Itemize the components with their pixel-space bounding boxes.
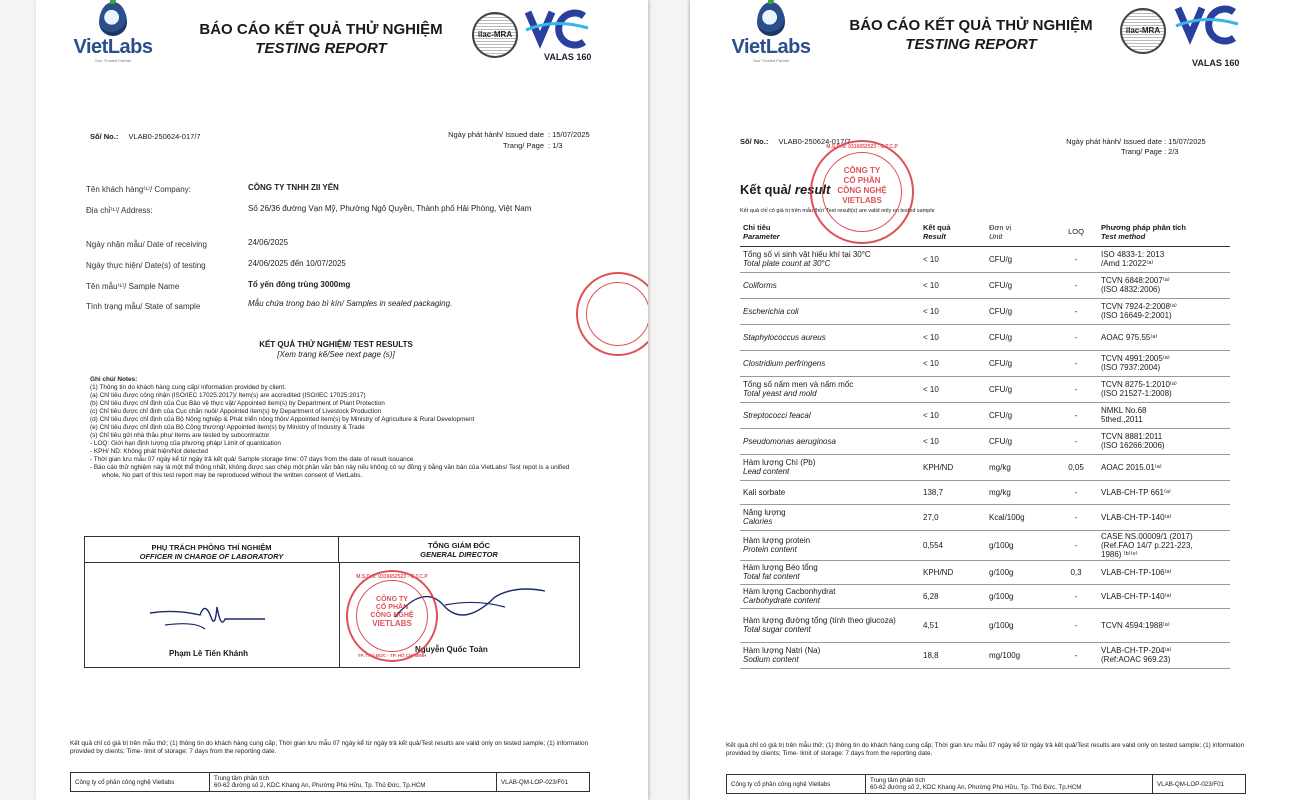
col-loq [1054,218,1098,246]
result-cell: 27,0 [920,504,986,530]
stamp-top-text: M.S.D.N: 0316652523 - C.T.C.P [356,574,428,580]
footer-table [70,772,590,792]
method-cell: TCVN 7924-2:2008⁽ᵃ⁾ (ISO 16649-2:2001) [1098,298,1230,324]
parameter-en: Pseudomonas aeruginosa [743,436,836,446]
sample-name-value: Tổ yến đông trùng 3000mg [248,280,351,289]
officer-heading [85,537,339,563]
sample-state-value: Mẫu chứa trong bao bì kín/ Samples in sealed packaging. [248,299,453,308]
parameter-vi: Hàm lượng đường tổng (tính theo glucoza) [743,616,896,625]
method-cell: AOAC 2015.01⁽ᵃ⁾ [1098,454,1230,480]
stamp-line: CÔNG NGHỆ [837,186,887,195]
col-header-en: Result [923,231,946,241]
notes-block [90,376,580,480]
test-results-heading [216,340,456,360]
signature-divider [339,563,340,667]
result-cell: < 10 [920,428,986,454]
signature-table [84,536,580,668]
sample-name-label: Tên mẫu⁽¹⁾/ Sample Name [86,282,180,291]
unit-cell: CFU/g [986,272,1054,298]
loq-cell: - [1054,428,1098,454]
parameter-vi: Hàm lượng Chì (Pb) [743,458,816,467]
receiving-date-label: Ngày nhận mẫu/ Date of receiving [86,240,207,249]
note-item: (a) Chỉ tiêu được công nhận (ISO/IEC 17025:2017)/ Item(s) are accredited (ISO/IEC 17025:2017) [90,392,366,399]
method-cell: VLAB-CH-TP-140⁽ᵃ⁾ [1098,504,1230,530]
unit-cell: CFU/g [986,350,1054,376]
result-validity-note: Kết quả chỉ có giá trị trên mẫu thử/ Test result(s) are valid only on tested sample [740,208,935,214]
brand-name: VietLabs [731,36,811,58]
loq-cell: - [1054,350,1098,376]
results-table [740,218,1230,669]
note-item: - Thời gian lưu mẫu 07 ngày kể từ ngày trả kết quả/ Sample storage time: 07 days from the date of result issuance [90,456,414,463]
unit-cell: CFU/g [986,298,1054,324]
footer-company: Công ty cổ phần công nghệ Vietlabs [727,775,866,794]
method-cell: VLAB-CH-TP-140⁽ᵃ⁾ [1098,584,1230,608]
result-cell: 18,8 [920,642,986,668]
parameter-en: Carbohydrate content [743,596,820,605]
unit-cell: CFU/g [986,246,1054,272]
result-row [740,504,1230,530]
parameter-en: Staphylococcus aureus [743,332,826,342]
method-cell: TCVN 4594:1988⁽ᵃ⁾ [1098,608,1230,642]
report-number-value: VLAB0-250624-017/7 [778,137,851,146]
footer-note: Kết quả chỉ có giá trị trên mẫu thử; (1) thông tin do khách hàng cung cấp; Thời gian lưu mẫu 07 ngày kể từ ngày trả kết quả/Test results are valid only on tested sample; (1) information provided by clients; Time- limit of storage: 7 days from the reporting date. [726,742,1245,757]
title-en: TESTING REPORT [905,36,1037,53]
stamp-line: CÔNG NGHỆ [370,612,414,619]
loq-cell: - [1054,324,1098,350]
result-row [740,560,1230,584]
result-cell: 6,28 [920,584,986,608]
page-value: : 1/3 [548,141,563,150]
result-row [740,324,1230,350]
method-cell: TCVN 8881:2011 (ISO 16266:2006) [1098,428,1230,454]
issued-date-value: : 15/07/2025 [548,130,590,139]
valas-code: VALAS 160 [1192,58,1240,68]
parameter-cell [740,608,920,642]
result-row [740,642,1230,668]
unit-cell: mg/kg [986,480,1054,504]
unit-cell: CFU/g [986,376,1054,402]
stamp-line: CÔNG TY [843,166,881,175]
stamp-center [348,596,436,628]
note-item: - KPH/ ND: Không phát hiện/Not detected [90,448,208,455]
note-item: (b) Chỉ tiêu được chỉ định của Cục Bảo vệ thực vật/ Appointed item(s) by Department of Plant Protection [90,400,385,407]
result-cell: 4,51 [920,608,986,642]
report-page-1 [36,0,648,800]
method-cell: ISO 4833-1: 2013 /Amd 1:2022⁽ᵃ⁾ [1098,246,1230,272]
method-cell: TCVN 8275-1:2010⁽ᵃ⁾ (ISO 21527-1:2008) [1098,376,1230,402]
unit-cell: CFU/g [986,324,1054,350]
sample-state-label: Tình trạng mẫu/ State of sample [86,302,201,311]
unit-cell: mg/100g [986,642,1054,668]
page-label: Trang/ Page [1121,147,1162,156]
col-header-en: Unit [989,231,1003,241]
parameter-vi: Năng lượng [743,508,786,517]
vietlabs-drop-icon [757,2,785,36]
report-number-value: VLAB0-250624-017/7 [128,132,201,141]
result-row [740,350,1230,376]
result-heading-vi: Kết quả/ [740,182,792,197]
loq-cell: - [1054,642,1098,668]
parameter-cell [740,530,920,560]
result-heading-en: result [794,182,831,197]
parameter-vi: Tổng số nấm men và nấm mốc [743,380,854,389]
parameter-cell [740,584,920,608]
report-title [836,16,1106,54]
note-item: (s) Chỉ tiêu gửi nhà thầu phụ/ Items are tested by subcontractor [90,432,270,439]
parameter-cell [740,560,920,584]
result-row [740,246,1230,272]
report-number-label: Số/ No.: [90,132,119,141]
method-cell: TCVN 6848:2007⁽ᵃ⁾ (ISO 4832:2006) [1098,272,1230,298]
footer-center [210,773,497,792]
loq-cell: 0,3 [1054,560,1098,584]
unit-cell: Kcal/100g [986,504,1054,530]
col-result [920,218,986,246]
parameter-en: Total sugar content [743,625,811,634]
ilac-mra-logo: ilac-MRA [1120,8,1166,54]
note-item: (d) Chỉ tiêu được chỉ định của Bộ Nông nghiệp & Phát triển nông thôn/ Appointed item(s) by Ministry of Agriculture & Rural Development [90,416,475,423]
parameter-vi: Kali sorbate [743,487,786,497]
parameter-en: Calories [743,517,773,526]
loq-cell: - [1054,402,1098,428]
parameter-vi: Tổng số vi sinh vật hiếu khí tại 30°C [743,250,871,259]
note-item: - Báo cáo thử nghiệm này là một thể thống nhất, không được sao chép một phần văn bản này nếu không có sự đồng ý bằng văn bản của VietLabs/ Test repot is a unified whole, No part of this test report may be reproduced without the written consent of VietLabs. [90,464,570,479]
loq-cell: - [1054,376,1098,402]
footer-address: 60-62 đường số 2, KDC Khang An, Phường Phú Hữu, Tp. Thủ Đức, Tp.HCM [870,784,1082,791]
issued-date-label: Ngày phát hành/ Issued date [448,130,544,139]
parameter-en: Escherichia coli [743,306,799,316]
parameter-cell [740,428,920,454]
loq-cell: - [1054,530,1098,560]
results-rows [740,246,1230,668]
unit-cell: g/100g [986,584,1054,608]
brand-tagline: Your Trusted Partner [752,58,790,63]
vietlabs-logo [726,0,816,70]
title-en: TESTING REPORT [255,40,387,57]
loq-cell: - [1054,480,1098,504]
officer-title-en: OFFICER IN CHARGE OF LABORATORY [139,552,284,561]
unit-cell: g/100g [986,530,1054,560]
method-cell: CASE NS.00009/1 (2017) (Ref.FAO 14/7 p.221-223, 1986) ⁽ᵇ⁾⁽ᵉ⁾ [1098,530,1230,560]
footer-table [726,774,1246,794]
issued-date-value: : 15/07/2025 [1164,137,1206,146]
parameter-en: Clostridium perfringens [743,358,826,368]
loq-cell: - [1054,298,1098,324]
vc-accreditation-logo [1174,4,1240,46]
loq-cell: 0,05 [1054,454,1098,480]
result-row [740,402,1230,428]
company-stamp [810,140,914,244]
method-cell: AOAC 975.55⁽ᵃ⁾ [1098,324,1230,350]
footer-center [866,775,1153,794]
testing-date-value: 24/06/2025 đến 10/07/2025 [248,259,346,268]
result-row [740,454,1230,480]
notes-title: Ghi chú/ Notes: [90,376,138,383]
stamp-line: VIETLABS [842,196,882,205]
address-label: Địa chỉ⁽¹⁾/ Address: [86,206,153,215]
parameter-vi: Hàm lượng protein [743,536,811,545]
report-number-label: Số/ No.: [740,137,769,146]
unit-cell: g/100g [986,608,1054,642]
report-title [186,20,456,58]
valas-code: VALAS 160 [544,52,592,62]
parameter-en: Total yeast and mold [743,389,817,398]
result-cell: < 10 [920,272,986,298]
result-row [740,530,1230,560]
loq-cell: - [1054,584,1098,608]
col-header-vi: Kết quả [923,222,951,232]
parameter-cell [740,480,920,504]
parameter-cell [740,504,920,530]
col-header-en: Test method [1101,231,1146,241]
parameter-cell [740,272,920,298]
parameter-cell [740,454,920,480]
parameter-en: Coliforms [743,280,777,290]
result-cell: < 10 [920,246,986,272]
parameter-en: Sodium content [743,655,799,664]
loq-cell: - [1054,608,1098,642]
testing-date-label: Ngày thực hiện/ Date(s) of testing [86,261,206,270]
method-cell: VLAB-CH-TP 661⁽ᵃ⁾ [1098,480,1230,504]
report-page-2 [690,0,1303,800]
parameter-en: Total plate count at 30°C [743,259,831,268]
note-item: (e) Chỉ tiêu được chỉ định của Bộ Công thương/ Appointed item(s) by Ministry of Industry & Trade [90,424,365,431]
stamp-line: VIETLABS [372,619,412,628]
test-results-subtitle: [Xem trang kế/See next page (s)] [277,350,395,359]
director-title-vi: TỔNG GIÁM ĐỐC [427,541,491,550]
parameter-cell [740,376,920,402]
footer-note: Kết quả chỉ có giá trị trên mẫu thử; (1) thông tin do khách hàng cung cấp; Thời gian lưu mẫu 07 ngày kể từ ngày trả kết quả/Test results are valid only on tested sample; (1) information provided by clients; Time- limit of storage: 7 days from the reporting date. [70,740,589,755]
parameter-cell [740,402,920,428]
footer-center-name: Trung tâm phân tích [870,777,926,784]
unit-cell: CFU/g [986,402,1054,428]
result-row [740,584,1230,608]
stamp-bottom-text: TP. THỦ ĐỨC - TP. HỒ CHÍ MINH [357,653,427,658]
company-stamp [346,570,438,662]
director-name: Nguyễn Quốc Toàn [415,645,488,654]
stamp-top-text: M.S.D.N: 0316652523 - C.T.C.P [826,144,898,150]
unit-cell: mg/kg [986,454,1054,480]
result-cell: KPH/ND [920,560,986,584]
method-cell: VLAB-CH-TP-106⁽ᵃ⁾ [1098,560,1230,584]
result-cell: < 10 [920,324,986,350]
result-row [740,376,1230,402]
stamp-center [812,166,912,206]
result-row [740,608,1230,642]
parameter-cell [740,246,920,272]
result-row [740,428,1230,454]
parameter-en: Lead content [743,467,790,476]
vietlabs-logo [68,0,158,70]
col-header-en: Parameter [743,231,780,241]
director-heading [339,537,579,563]
col-unit [986,218,1054,246]
result-row [740,272,1230,298]
vc-accreditation-logo [524,8,590,50]
col-header-vi: LOQ [1068,227,1084,237]
footer-center-name: Trung tâm phân tích [214,775,270,782]
col-header-vi: Đơn vị [989,222,1012,232]
note-item: - LOQ: Giới hạn định lượng của phương pháp/ Limit of quantication [90,440,281,447]
vietlabs-drop-icon [99,2,127,36]
col-header-vi: Chỉ tiêu [743,222,771,232]
officer-name: Phạm Lê Tiến Khánh [169,649,248,658]
title-vi: BÁO CÁO KẾT QUẢ THỬ NGHIỆM [849,17,1093,34]
method-cell: TCVN 4991:2005⁽ᵃ⁾ (ISO 7937:2004) [1098,350,1230,376]
result-cell: KPH/ND [920,454,986,480]
edge-stamp [576,272,648,356]
parameter-cell [740,642,920,668]
report-number [90,132,201,141]
result-cell: 138,7 [920,480,986,504]
officer-signature [145,599,275,639]
company-label: Tên khách hàng⁽¹⁾/ Company: [86,185,191,194]
footer-code: VLAB-QM-LOP-023/F01 [1157,780,1225,788]
col-method [1098,218,1230,246]
parameter-en: Total fat content [743,572,800,581]
receiving-date-value: 24/06/2025 [248,238,289,247]
title-vi: BÁO CÁO KẾT QUẢ THỬ NGHIỆM [199,21,443,38]
officer-title-vi: PHỤ TRÁCH PHÒNG THÍ NGHIỆM [151,543,272,552]
stamp-line: CÔNG TY [376,596,408,603]
parameter-en: Streptococci feacal [743,410,811,420]
address-value: Số 26/36 đường Vạn Mỹ, Phường Ngô Quyền, Thành phố Hải Phòng, Việt Nam [248,204,532,213]
parameter-en: Protein content [743,545,797,554]
result-row [740,298,1230,324]
result-row [740,480,1230,504]
method-cell: VLAB-CH-TP-204⁽ᵃ⁾ (Ref:AOAC 969.23) [1098,642,1230,668]
unit-cell: CFU/g [986,428,1054,454]
parameter-cell [740,350,920,376]
director-title-en: GENERAL DIRECTOR [420,550,498,559]
result-cell: < 10 [920,350,986,376]
company-value: CÔNG TY TNHH ZII YẾN [248,183,339,192]
brand-name: VietLabs [73,36,153,58]
loq-cell: - [1054,504,1098,530]
footer-address: 60-62 đường số 2, KDC Khang An, Phường Phú Hữu, Tp. Thủ Đức, Tp.HCM [214,782,426,789]
parameter-vi: Hàm lượng Béo tổng [743,563,818,572]
parameter-cell [740,324,920,350]
result-cell: < 10 [920,402,986,428]
issued-date-label: Ngày phát hành/ Issued date [1066,137,1162,146]
test-results-title: KẾT QUẢ THỬ NGHIỆM/ TEST RESULTS [259,340,413,349]
stamp-line: CỔ PHẦN [375,604,409,611]
loq-cell: - [1054,272,1098,298]
parameter-vi: Hàm lượng Natri (Na) [743,646,821,655]
note-item: (1) Thông tin do khách hàng cung cấp/ information provided by client. [90,384,286,391]
footer-company: Công ty cổ phần công nghệ Vietlabs [71,773,210,792]
result-cell: < 10 [920,376,986,402]
method-cell: NMKL No.68 5thed.,2011 [1098,402,1230,428]
page-value: : 2/3 [1164,147,1179,156]
page-label: Trang/ Page [503,141,544,150]
parameter-vi: Hàm lượng Cacbonhydrat [743,587,836,596]
unit-cell: g/100g [986,560,1054,584]
stamp-line: CỔ PHẦN [843,176,881,185]
parameter-cell [740,298,920,324]
note-item: (c) Chỉ tiêu được chỉ định của Cục chăn nuôi/ Appointed item(s) by Department of Livestock Production [90,408,382,415]
loq-cell: - [1054,246,1098,272]
brand-tagline: Your Trusted Partner [94,58,132,63]
footer-code: VLAB-QM-LOP-023/F01 [501,778,569,786]
result-cell: 0,554 [920,530,986,560]
ilac-mra-logo: ilac-MRA [472,12,518,58]
col-header-vi: Phương pháp phân tích [1101,222,1186,232]
result-cell: < 10 [920,298,986,324]
